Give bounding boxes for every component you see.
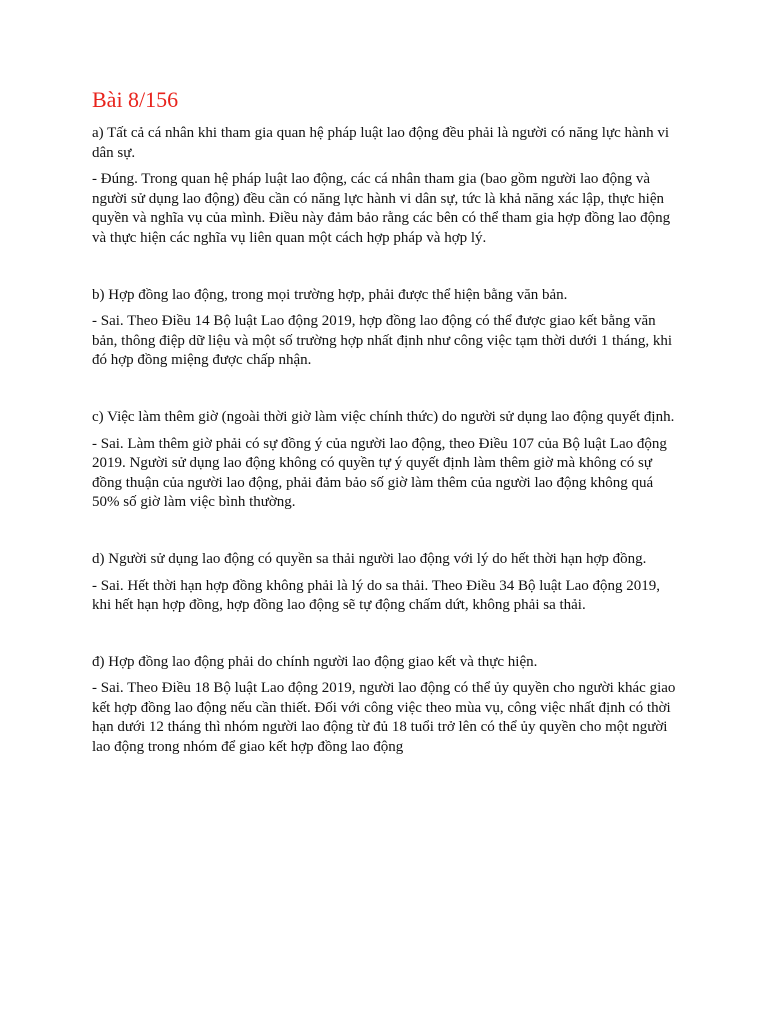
question-dd: đ) Hợp đồng lao động phải do chính người lao động giao kết và thực hiện. [92,653,538,670]
answer-dd: - Sai. Theo Điều 18 Bộ luật Lao động 2019, người lao động có thể ủy quyền cho người khác giao kết hợp đồng lao động nếu cần thiết. Đối với công việc theo mùa vụ, công việc nhất định có thời hạn dưới 12 tháng thì nhóm người lao động từ đủ 18 tuổi trở lên có thể ủy quyền cho một người lao động trong nhóm để giao kết hợp đồng lao động [92,680,676,756]
item-c [92,408,682,513]
page-title: Bài 8/156 [92,87,179,112]
spacer [92,249,682,286]
document-page [92,86,682,758]
answer-d: - Sai. Hết thời hạn hợp đồng không phải là lý do sa thải. Theo Điều 34 Bộ luật Lao động 2019, khi hết hạn hợp đồng, hợp đồng lao động sẽ tự động chấm dứt, không phải sa thải. [92,577,661,614]
item-dd [92,653,682,758]
item-b [92,286,682,371]
item-a [92,124,682,249]
answer-b: - Sai. Theo Điều 14 Bộ luật Lao động 2019, hợp đồng lao động có thể được giao kết bằng văn bản, thông điệp dữ liệu và một số trường hợp nhất định như công việc tạm thời dưới 1 tháng, khi đó hợp đồng miệng được chấp nhận. [92,313,673,369]
question-b: b) Hợp đồng lao động, trong mọi trường hợp, phải được thể hiện bằng văn bản. [92,286,568,303]
item-d [92,550,682,616]
spacer [92,371,682,408]
spacer [92,616,682,653]
question-a: a) Tất cả cá nhân khi tham gia quan hệ pháp luật lao động đều phải là người có năng lực hành vi dân sự. [92,125,670,161]
question-c: c) Việc làm thêm giờ (ngoài thời giờ làm việc chính thức) do người sử dụng lao động quyết định. [92,408,675,425]
answer-c: - Sai. Làm thêm giờ phải có sự đồng ý của người lao động, theo Điều 107 của Bộ luật Lao động 2019. Người sử dụng lao động không có quyền tự ý quyết định làm thêm giờ mà không có sự đồng thuận của người lao động, phải đảm bảo số giờ làm thêm của người lao động không quá 50% số giờ làm việc bình thường. [92,435,667,511]
answer-a: - Đúng. Trong quan hệ pháp luật lao động, các cá nhân tham gia (bao gồm người lao động và người sử dụng lao động) đều cần có năng lực hành vi dân sự, tức là khả năng xác lập, thực hiện quyền và nghĩa vụ của mình. Điều này đảm bảo rằng các bên có thể tham gia hợp đồng lao động và thực hiện các nghĩa vụ liên quan một cách hợp pháp và hợp lý. [92,171,671,246]
question-d: d) Người sử dụng lao động có quyền sa thải người lao động với lý do hết thời hạn hợp đồng. [92,550,647,567]
spacer [92,513,682,550]
